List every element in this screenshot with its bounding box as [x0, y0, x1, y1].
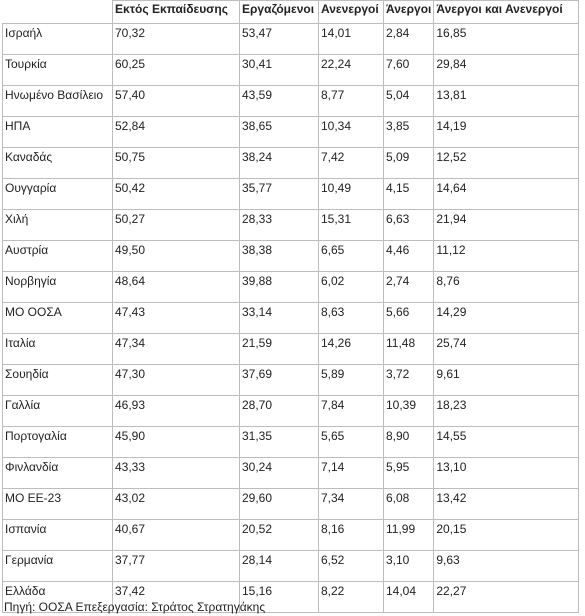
- country-cell: Ιταλία: [3, 334, 113, 365]
- table-row: [3, 86, 579, 117]
- value-cell: 50,75: [113, 148, 240, 179]
- value-cell: 20,15: [434, 520, 579, 551]
- column-header: Άνεργοι και Ανενεργοί: [434, 1, 579, 24]
- column-header: Εκτός Εκπαίδευσης: [113, 1, 240, 24]
- country-cell: Φινλανδία: [3, 458, 113, 489]
- value-cell: 7,60: [384, 55, 434, 86]
- value-cell: 4,46: [384, 241, 434, 272]
- value-cell: 21,94: [434, 210, 579, 241]
- value-cell: 38,65: [240, 117, 319, 148]
- header-row: [3, 1, 579, 24]
- value-cell: 8,77: [319, 86, 384, 117]
- value-cell: 14,26: [319, 334, 384, 365]
- value-cell: 9,63: [434, 551, 579, 582]
- value-cell: 37,69: [240, 365, 319, 396]
- value-cell: 10,39: [384, 396, 434, 427]
- table-body: [3, 24, 579, 613]
- value-cell: 30,41: [240, 55, 319, 86]
- table-row: [3, 334, 579, 365]
- table-row: [3, 520, 579, 551]
- column-header: Ανενεργοί: [319, 1, 384, 24]
- value-cell: 14,04: [384, 582, 434, 613]
- value-cell: 4,15: [384, 179, 434, 210]
- value-cell: 14,55: [434, 427, 579, 458]
- value-cell: 7,84: [319, 396, 384, 427]
- value-cell: 10,49: [319, 179, 384, 210]
- value-cell: 60,25: [113, 55, 240, 86]
- value-cell: 14,19: [434, 117, 579, 148]
- value-cell: 22,24: [319, 55, 384, 86]
- value-cell: 5,89: [319, 365, 384, 396]
- value-cell: 9,61: [434, 365, 579, 396]
- value-cell: 5,04: [384, 86, 434, 117]
- table-row: [3, 148, 579, 179]
- country-cell: Ηνωμένο Βασίλειο: [3, 86, 113, 117]
- table-row: [3, 272, 579, 303]
- value-cell: 20,52: [240, 520, 319, 551]
- country-cell: Γαλλία: [3, 396, 113, 427]
- value-cell: 6,63: [384, 210, 434, 241]
- value-cell: 45,90: [113, 427, 240, 458]
- value-cell: 13,10: [434, 458, 579, 489]
- value-cell: 6,52: [319, 551, 384, 582]
- column-header: Άνεργοι: [384, 1, 434, 24]
- country-cell: Τουρκία: [3, 55, 113, 86]
- value-cell: 28,70: [240, 396, 319, 427]
- value-cell: 5,65: [319, 427, 384, 458]
- value-cell: 50,27: [113, 210, 240, 241]
- value-cell: 13,81: [434, 86, 579, 117]
- value-cell: 11,99: [384, 520, 434, 551]
- value-cell: 14,29: [434, 303, 579, 334]
- value-cell: 40,67: [113, 520, 240, 551]
- value-cell: 7,34: [319, 489, 384, 520]
- value-cell: 8,22: [319, 582, 384, 613]
- value-cell: 43,02: [113, 489, 240, 520]
- table-row: [3, 303, 579, 334]
- value-cell: 38,24: [240, 148, 319, 179]
- table-row: [3, 489, 579, 520]
- value-cell: 2,74: [384, 272, 434, 303]
- value-cell: 3,85: [384, 117, 434, 148]
- value-cell: 2,84: [384, 24, 434, 55]
- value-cell: 7,14: [319, 458, 384, 489]
- value-cell: 8,90: [384, 427, 434, 458]
- value-cell: 38,38: [240, 241, 319, 272]
- table-row: [3, 365, 579, 396]
- value-cell: 29,60: [240, 489, 319, 520]
- value-cell: 37,42: [113, 582, 240, 613]
- value-cell: 10,34: [319, 117, 384, 148]
- table-row: [3, 117, 579, 148]
- value-cell: 12,52: [434, 148, 579, 179]
- table-row: [3, 551, 579, 582]
- value-cell: 28,33: [240, 210, 319, 241]
- statistics-table: [2, 0, 579, 613]
- value-cell: 35,77: [240, 179, 319, 210]
- country-cell: Ισπανία: [3, 520, 113, 551]
- header-blank-cell: [3, 1, 113, 24]
- value-cell: 49,50: [113, 241, 240, 272]
- country-cell: Γερμανία: [3, 551, 113, 582]
- value-cell: 8,63: [319, 303, 384, 334]
- table-row: [3, 210, 579, 241]
- value-cell: 29,84: [434, 55, 579, 86]
- value-cell: 5,09: [384, 148, 434, 179]
- country-cell: Αυστρία: [3, 241, 113, 272]
- table-row: [3, 458, 579, 489]
- value-cell: 43,59: [240, 86, 319, 117]
- value-cell: 33,14: [240, 303, 319, 334]
- value-cell: 57,40: [113, 86, 240, 117]
- value-cell: 30,24: [240, 458, 319, 489]
- country-cell: ΜΟ ΟΟΣΑ: [3, 303, 113, 334]
- country-cell: ΜΟ ΕΕ-23: [3, 489, 113, 520]
- value-cell: 6,02: [319, 272, 384, 303]
- value-cell: 50,42: [113, 179, 240, 210]
- column-header: Εργαζόμενοι: [240, 1, 319, 24]
- value-cell: 43,33: [113, 458, 240, 489]
- value-cell: 15,16: [240, 582, 319, 613]
- value-cell: 5,95: [384, 458, 434, 489]
- country-cell: Πορτογαλία: [3, 427, 113, 458]
- value-cell: 47,34: [113, 334, 240, 365]
- country-cell: Χιλή: [3, 210, 113, 241]
- country-cell: Σουηδία: [3, 365, 113, 396]
- value-cell: 39,88: [240, 272, 319, 303]
- value-cell: 46,93: [113, 396, 240, 427]
- value-cell: 47,30: [113, 365, 240, 396]
- value-cell: 25,74: [434, 334, 579, 365]
- value-cell: 18,23: [434, 396, 579, 427]
- value-cell: 15,31: [319, 210, 384, 241]
- value-cell: 14,64: [434, 179, 579, 210]
- value-cell: 8,76: [434, 272, 579, 303]
- value-cell: 21,59: [240, 334, 319, 365]
- table-row: [3, 24, 579, 55]
- value-cell: 14,01: [319, 24, 384, 55]
- value-cell: 6,65: [319, 241, 384, 272]
- value-cell: 37,77: [113, 551, 240, 582]
- country-cell: Νορβηγία: [3, 272, 113, 303]
- value-cell: 28,14: [240, 551, 319, 582]
- value-cell: 47,43: [113, 303, 240, 334]
- country-cell: Ισραήλ: [3, 24, 113, 55]
- value-cell: 8,16: [319, 520, 384, 551]
- value-cell: 6,08: [384, 489, 434, 520]
- value-cell: 52,84: [113, 117, 240, 148]
- table-row: [3, 179, 579, 210]
- value-cell: 22,27: [434, 582, 579, 613]
- value-cell: 11,48: [384, 334, 434, 365]
- value-cell: 5,66: [384, 303, 434, 334]
- table-row: [3, 55, 579, 86]
- table-row: [3, 241, 579, 272]
- value-cell: 70,32: [113, 24, 240, 55]
- value-cell: 31,35: [240, 427, 319, 458]
- table-row: [3, 396, 579, 427]
- value-cell: 3,72: [384, 365, 434, 396]
- value-cell: 48,64: [113, 272, 240, 303]
- country-cell: Καναδάς: [3, 148, 113, 179]
- table-row: [3, 427, 579, 458]
- country-cell: Ουγγαρία: [3, 179, 113, 210]
- source-note: Πηγή: ΟΟΣΑ Επεξεργασία: Στράτος Στρατηγάκης: [4, 600, 266, 614]
- country-cell: ΗΠΑ: [3, 117, 113, 148]
- value-cell: 16,85: [434, 24, 579, 55]
- country-cell: Ελλάδα: [3, 582, 113, 613]
- value-cell: 11,12: [434, 241, 579, 272]
- value-cell: 53,47: [240, 24, 319, 55]
- value-cell: 13,42: [434, 489, 579, 520]
- value-cell: 3,10: [384, 551, 434, 582]
- value-cell: 7,42: [319, 148, 384, 179]
